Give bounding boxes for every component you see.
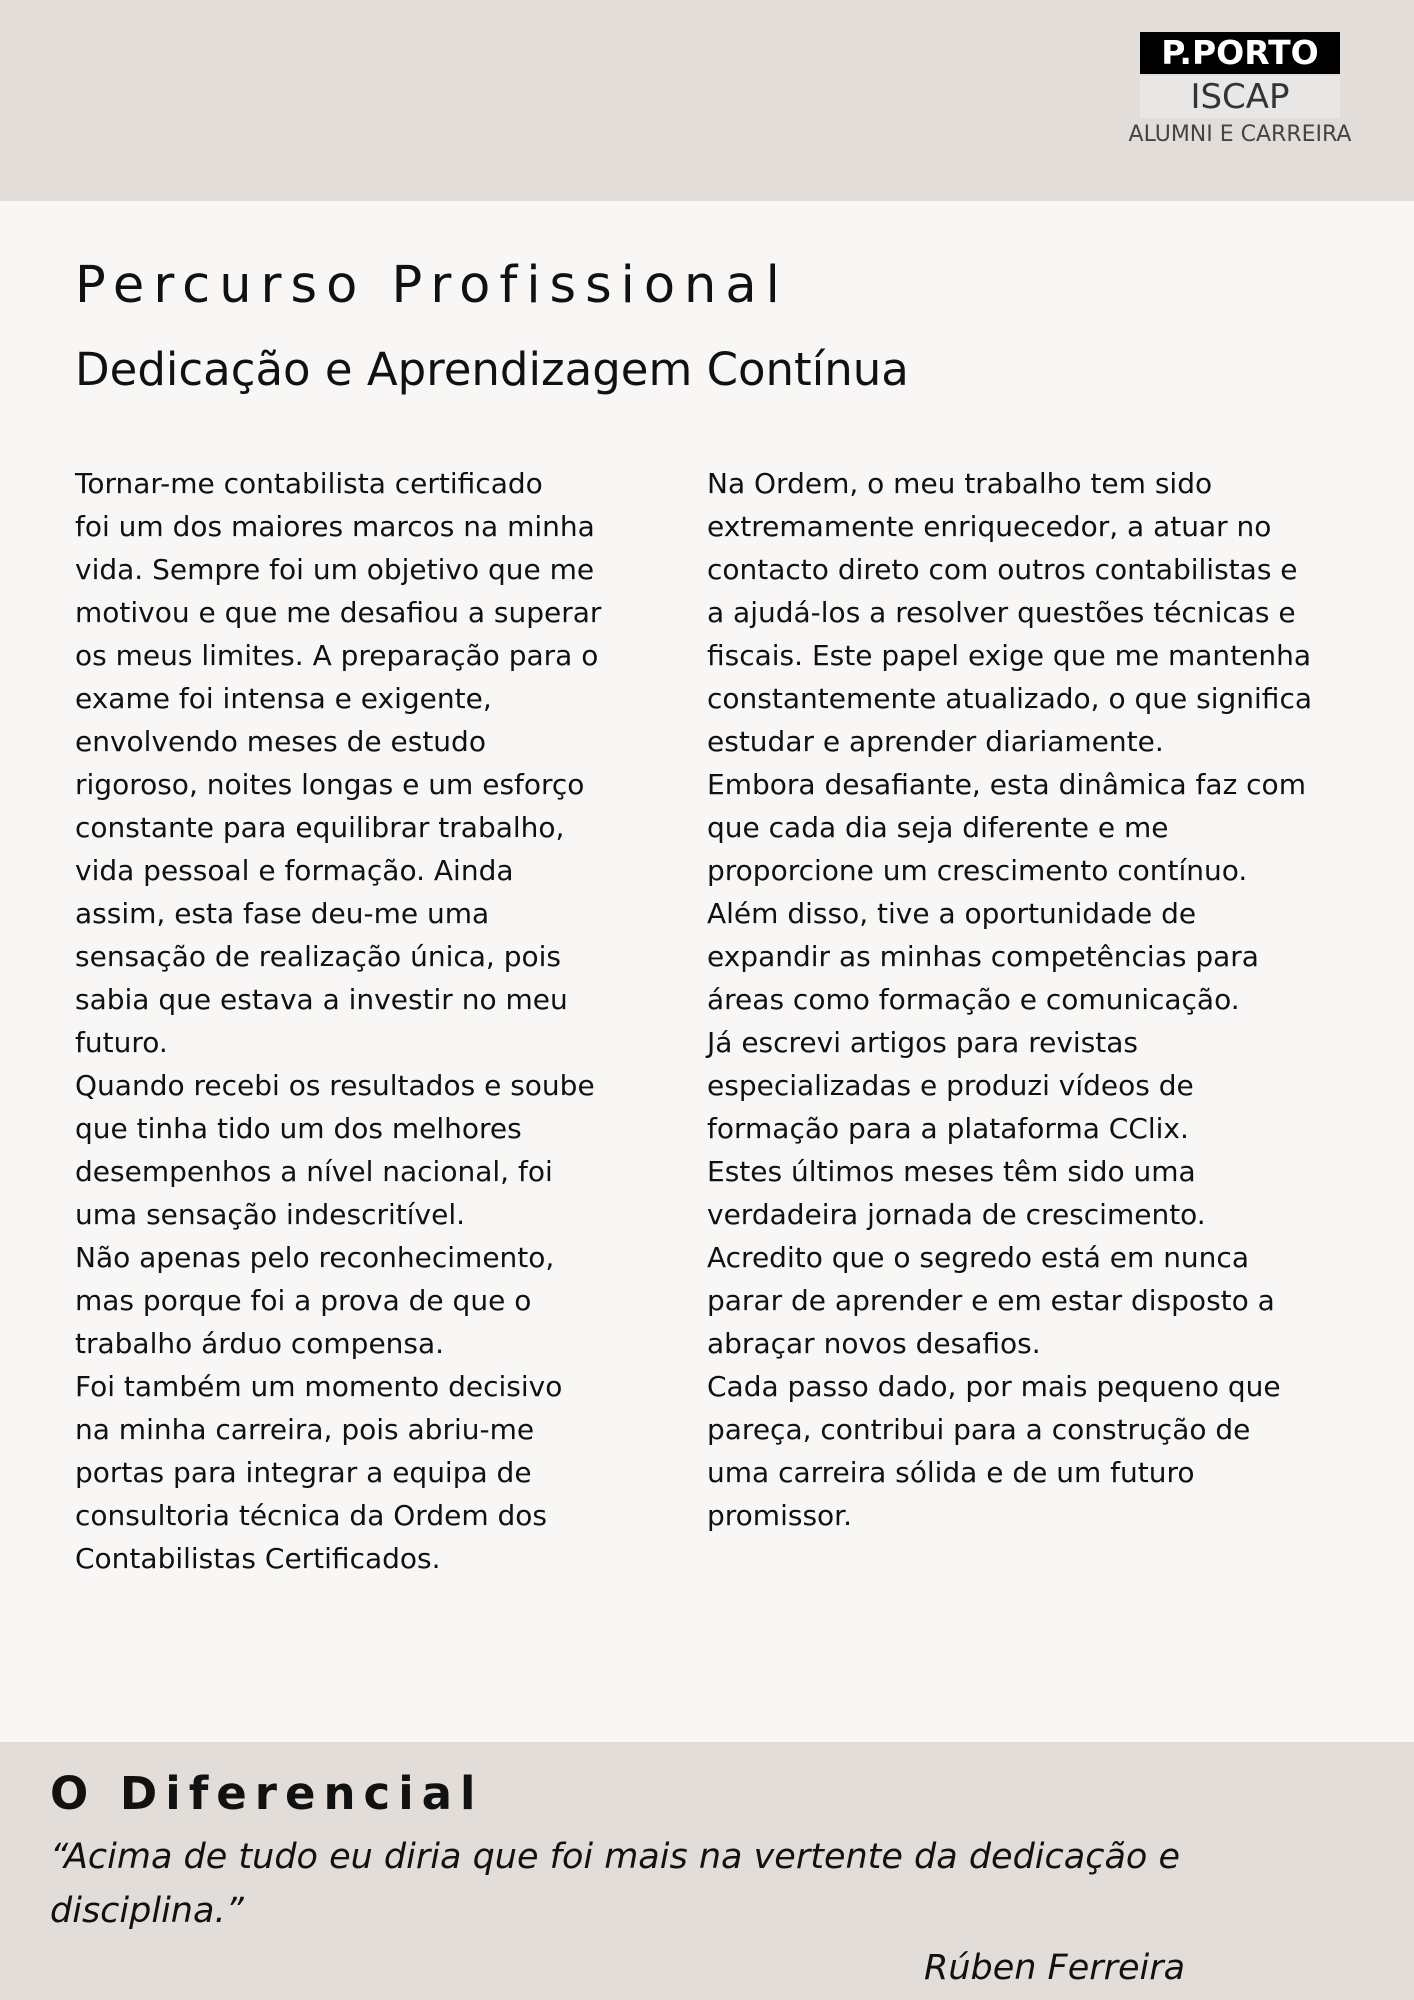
page-subtitle: Dedicação e Aprendizagem Contínua [75,343,909,396]
right-paragraph-7: Cada passo dado, por mais pequeno que pareça, contribui para a construção de uma carreira sólida e de um futuro promissor. [707,1370,1281,1532]
quote-footer [0,1742,1414,2000]
right-column [707,462,1367,1537]
page-title: Percurso Profissional [75,256,789,315]
left-paragraph-3: Não apenas pelo reconhecimento, mas porque foi a prova de que o trabalho árduo compensa. [75,1241,555,1360]
page-header [0,0,1414,201]
right-paragraph-2: Embora desafiante, esta dinâmica faz com que cada dia seja diferente e me proporcione um crescimento contínuo. [707,768,1306,887]
right-paragraph-5: Estes últimos meses têm sido uma verdadeira jornada de crescimento. [707,1155,1206,1231]
left-column [75,462,655,1580]
logo-pporto-text: P.PORTO [1140,32,1340,74]
left-paragraph-1: Tornar-me contabilista certificado foi um dos maiores marcos na minha vida. Sempre foi um objetivo que me motivou e que me desafiou a superar os meus limites. A preparação para o exame foi intensa e exigente, envolvendo meses de estudo rigoroso, noites longas e um esforço constante para equilibrar trabalho, vida pessoal e formação. Ainda assim, esta fase deu-me uma sensação de realização única, pois sabia que estava a investir no meu futuro. [75,467,602,1059]
footer-heading: O Diferencial [50,1767,484,1820]
right-paragraph-3: Além disso, tive a oportunidade de expandir as minhas competências para áreas como formação e comunicação. [707,897,1259,1016]
testimonial-quote: “Acima de tudo eu diria que foi mais na vertente da dedicação e disciplina.” [50,1837,1180,1931]
logo-alumni-text: ALUMNI E CARREIRA [1128,122,1352,147]
right-paragraph-4: Já escrevi artigos para revistas especializadas e produzi vídeos de formação para a plataforma CClix. [707,1026,1194,1145]
left-paragraph-4: Foi também um momento decisivo na minha carreira, pois abriu-me portas para integrar a equipa de consultoria técnica da Ordem dos Contabilistas Certificados. [75,1370,563,1575]
right-paragraph-1: Na Ordem, o meu trabalho tem sido extremamente enriquecedor, a atuar no contacto direto com outros contabilistas e a ajudá-los a resolver questões técnicas e fiscais. Este papel exige que me mantenha constantemente atualizado, o que significa estudar e aprender diariamente. [707,467,1312,758]
right-paragraph-6: Acredito que o segredo está em nunca parar de aprender e em estar disposto a abraçar novos desafios. [707,1241,1275,1360]
left-paragraph-2: Quando recebi os resultados e soube que tinha tido um dos melhores desempenhos a nível nacional, foi uma sensação indescritível. [75,1069,595,1231]
quote-author: Rúben Ferreira [924,1948,1186,1988]
pporto-iscap-logo [1124,30,1356,150]
logo-iscap-text: ISCAP [1140,76,1340,118]
